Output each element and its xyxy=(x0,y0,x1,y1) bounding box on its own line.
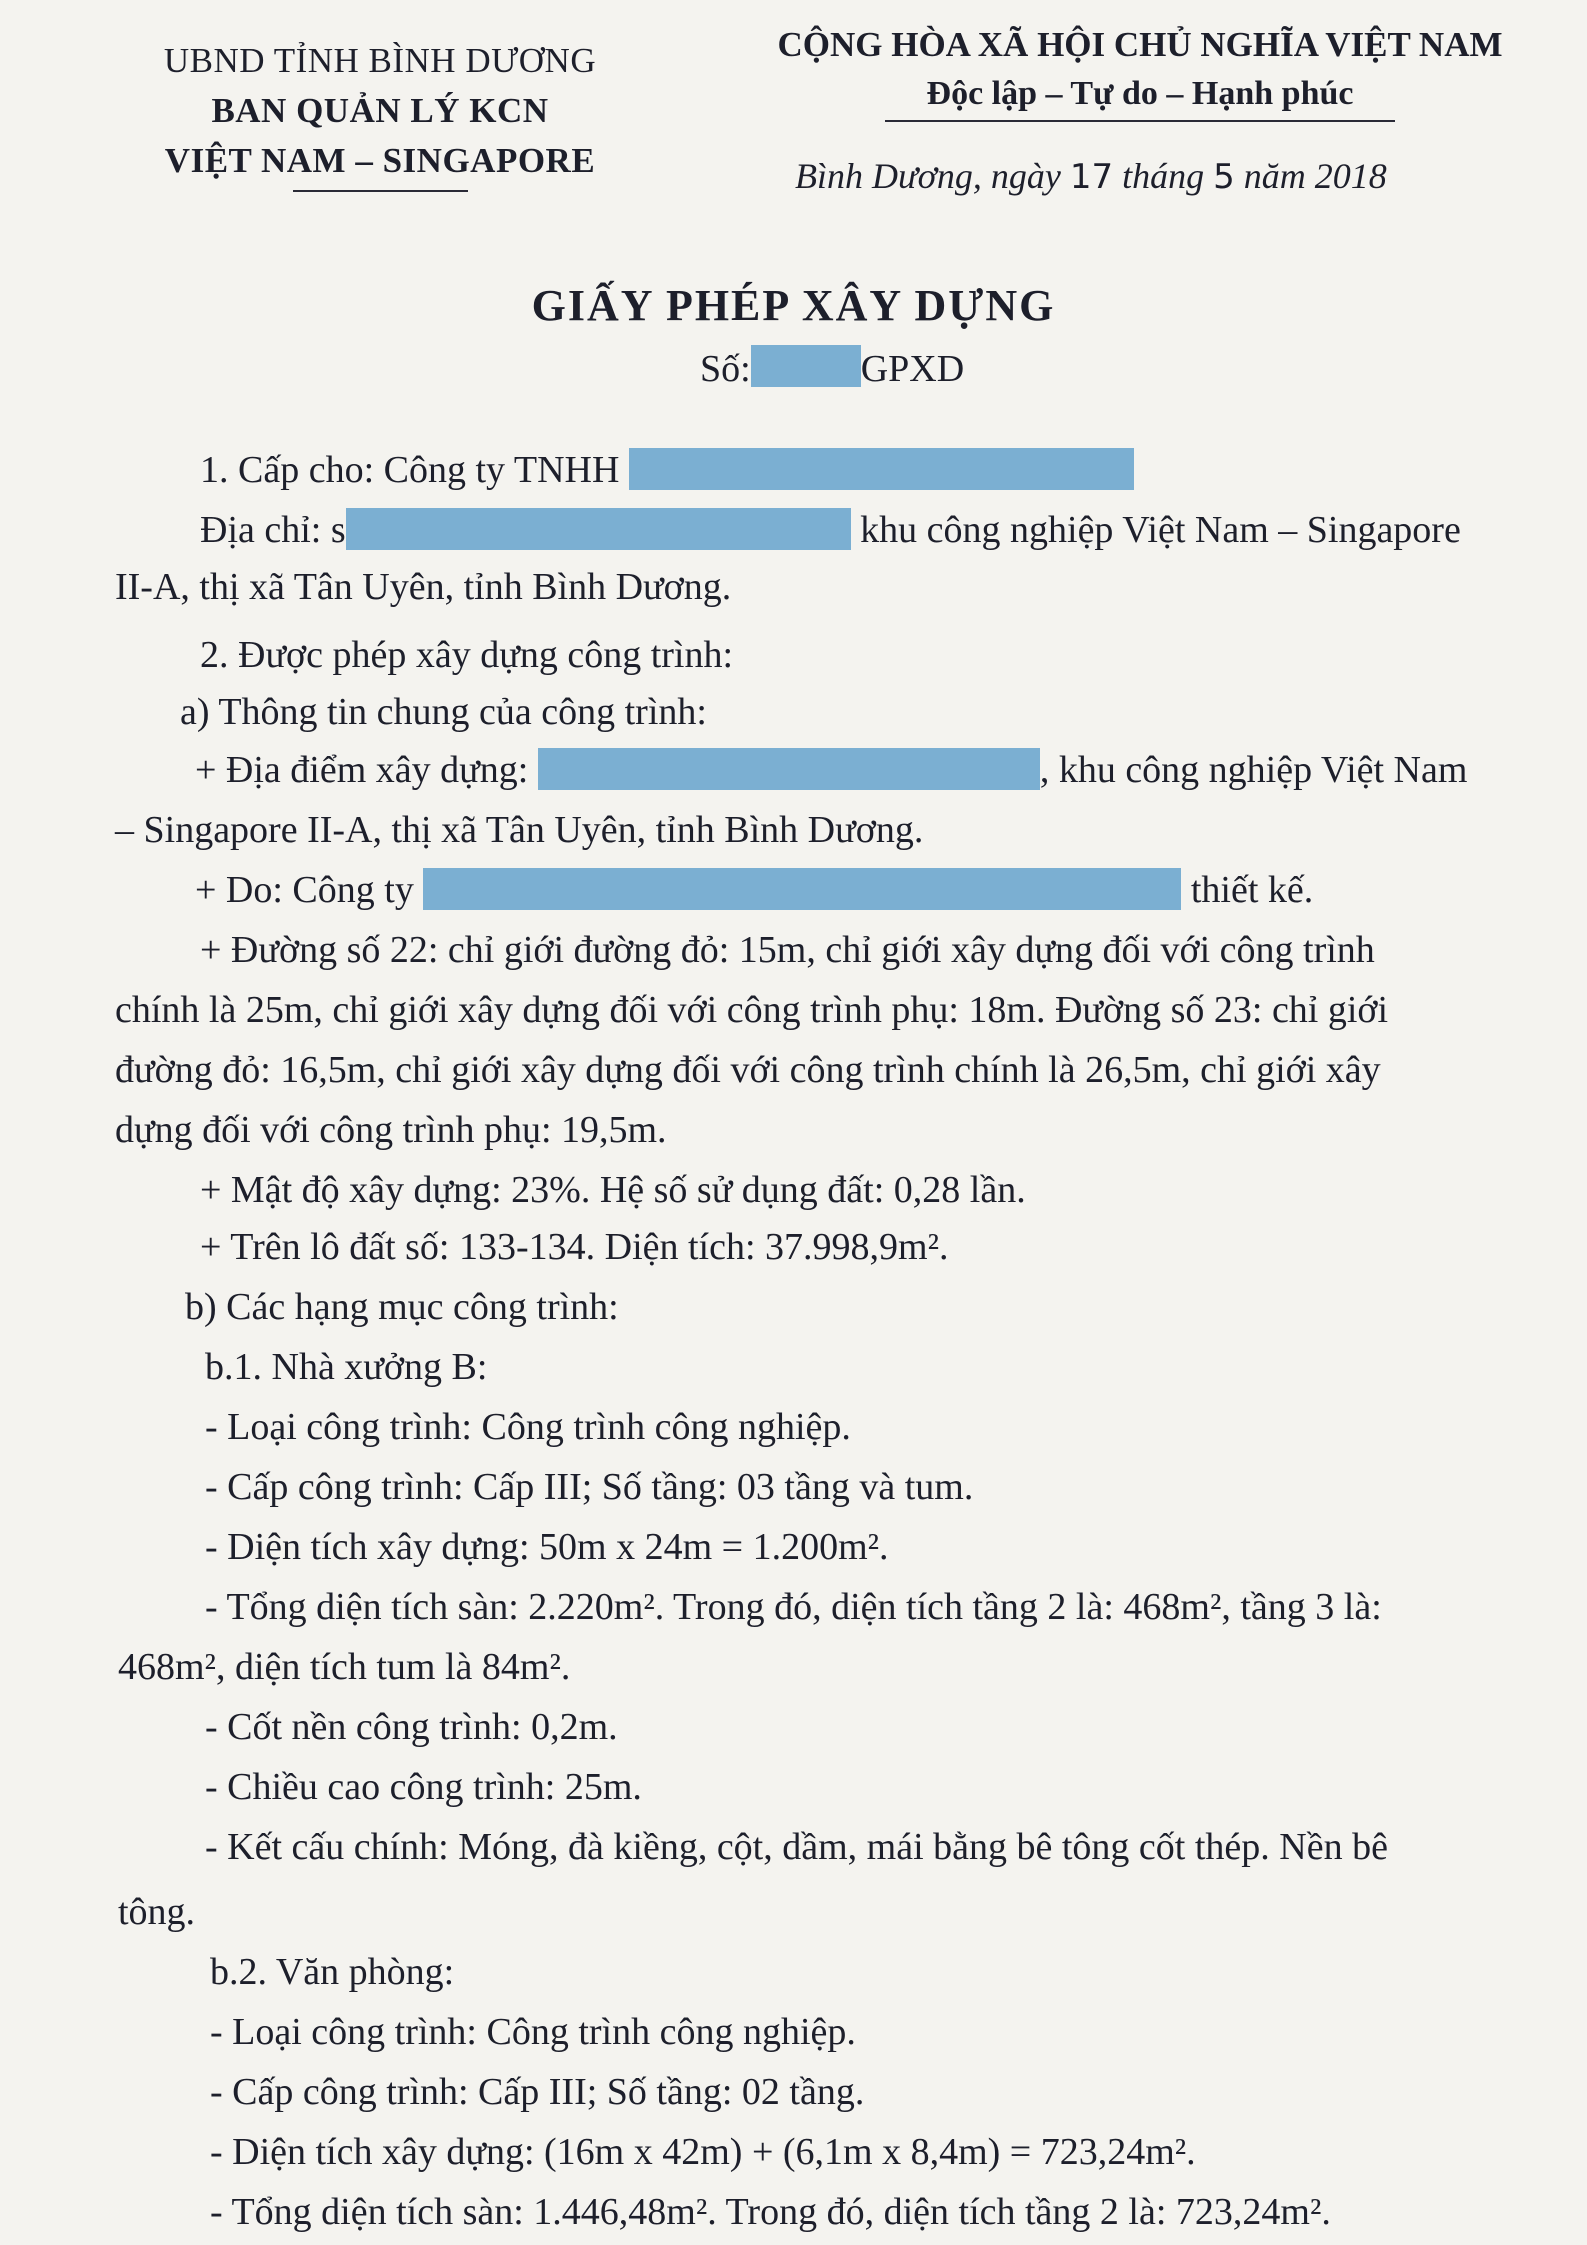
text-line: - Cốt nền công trình: 0,2m. xyxy=(205,1706,618,1748)
text-line xyxy=(195,748,1467,792)
line-text: + Trên lô đất số: 133-134. Diện tích: 37.998,9m² xyxy=(200,1226,939,1268)
authority-underline xyxy=(293,190,468,192)
text-line: + Đường số 22: chỉ giới đường đỏ: 15m, chỉ giới xây dựng đối với công trình xyxy=(200,929,1375,971)
text-line: tông. xyxy=(118,1891,196,1933)
date-month-word: tháng xyxy=(1113,156,1214,196)
text-line: b) Các hạng mục công trình: xyxy=(185,1286,619,1328)
text-line: - Tổng diện tích sàn: 1.446,48m². Trong đó, diện tích tầng 2 là: 723,24m². xyxy=(210,2191,1331,2233)
line-text: , khu công nghiệp Việt Nam xyxy=(1039,749,1468,791)
redaction-block xyxy=(346,508,851,550)
doc-number-suffix: GPXD xyxy=(860,348,965,390)
issuing-authority xyxy=(140,36,620,192)
redaction-block xyxy=(629,448,1134,490)
redaction-block xyxy=(751,345,861,387)
text-line: - Tổng diện tích sàn: 2.220m². Trong đó, diện tích tầng 2 là: 468m², tầng 3 là: xyxy=(205,1586,1382,1628)
line-text: thiết kế. xyxy=(1190,869,1314,911)
date-prefix: Bình Dương, ngày xyxy=(795,156,1070,196)
text-line: - Diện tích xây dựng: 50m x 24m = 1.200m². xyxy=(205,1526,889,1568)
text-line: - Loại công trình: Công trình công nghiệp. xyxy=(210,2011,856,2053)
date-day: 17 xyxy=(1069,157,1114,197)
date-month: 5 xyxy=(1213,157,1235,197)
redaction-block xyxy=(423,868,1181,910)
authority-line-1: UBND TỈNH BÌNH DƯƠNG xyxy=(163,41,597,80)
text-line: + Mật độ xây dựng: 23%. Hệ số sử dụng đất: 0,28 lần. xyxy=(200,1169,1026,1211)
line-text: 1. Cấp cho: Công ty TNHH xyxy=(200,449,620,491)
text-line xyxy=(195,868,1313,912)
national-motto: Độc lập – Tự do – Hạnh phúc xyxy=(926,75,1354,112)
text-line xyxy=(200,508,1461,552)
document-title: GIẤY PHÉP XÂY DỰNG xyxy=(531,281,1056,330)
text-line: - Cấp công trình: Cấp III; Số tầng: 02 tầng. xyxy=(210,2071,865,2113)
text-line: a) Thông tin chung của công trình: xyxy=(180,691,707,733)
date-year: năm 2018 xyxy=(1234,156,1387,196)
line-text: + Địa điểm xây dựng: xyxy=(195,749,529,791)
text-line: b.1. Nhà xưởng B: xyxy=(205,1346,488,1388)
text-line: + Trên lô đất số: 133-134. Diện tích: 37.998,9m². xyxy=(200,1226,949,1268)
line-text: Địa chỉ: s xyxy=(200,509,346,551)
motto-underline xyxy=(885,120,1395,122)
text-line: dựng đối với công trình phụ: 19,5m. xyxy=(115,1109,667,1151)
text-line: - Kết cấu chính: Móng, đà kiềng, cột, dầm, mái bằng bê tông cốt thép. Nền bê xyxy=(205,1826,1388,1868)
text-line: chính là 25m, chỉ giới xây dựng đối với công trình phụ: 18m. Đường số 23: chỉ giới xyxy=(115,989,1389,1031)
authority-line-3: VIỆT NAM – SINGAPORE xyxy=(164,141,596,180)
line-text: + Do: Công ty xyxy=(195,869,414,911)
place-and-date xyxy=(795,155,1387,197)
text-line: b.2. Văn phòng: xyxy=(210,1951,455,1993)
text-line: 2. Được phép xây dựng công trình: xyxy=(200,634,734,676)
line-text: khu công nghiệp Việt Nam – Singapore xyxy=(860,509,1461,551)
authority-line-2: BAN QUẢN LÝ KCN xyxy=(211,91,549,130)
text-line: - Loại công trình: Công trình công nghiệp. xyxy=(205,1406,851,1448)
text-line xyxy=(200,448,1134,492)
redaction-block xyxy=(538,748,1040,790)
text-line: II-A, thị xã Tân Uyên, tỉnh Bình Dương. xyxy=(115,566,732,608)
text-line: - Cấp công trình: Cấp III; Số tầng: 03 tầng và tum. xyxy=(205,1466,974,1508)
text-line: - Diện tích xây dựng: (16m x 42m) + (6,1m x 8,4m) = 723,24m². xyxy=(210,2131,1196,2173)
text-line: - Chiều cao công trình: 25m. xyxy=(205,1766,642,1808)
text-line: 468m², diện tích tum là 84m². xyxy=(118,1646,571,1688)
text-line: – Singapore II-A, thị xã Tân Uyên, tỉnh Bình Dương. xyxy=(115,809,924,851)
document-number xyxy=(700,345,964,391)
national-header xyxy=(740,20,1540,122)
text-line: đường đỏ: 16,5m, chỉ giới xây dựng đối với công trình chính là 26,5m, chỉ giới xây xyxy=(115,1049,1381,1091)
doc-number-prefix: Số: xyxy=(700,348,751,390)
nation-name: CỘNG HÒA XÃ HỘI CHỦ NGHĨA VIỆT NAM xyxy=(777,25,1503,64)
